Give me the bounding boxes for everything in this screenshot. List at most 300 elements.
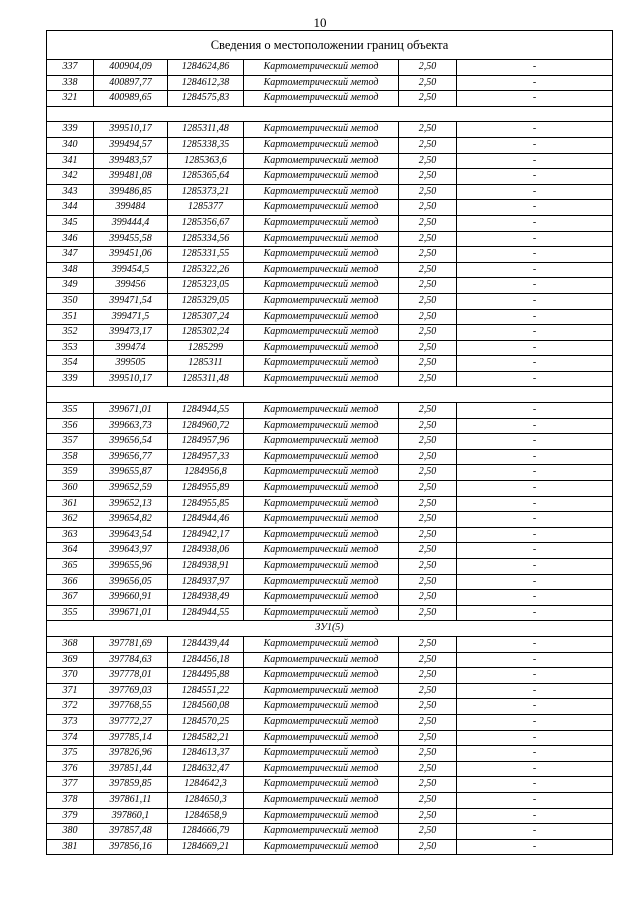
cell-accuracy: 2,50 (399, 247, 457, 263)
cell-accuracy: 2,50 (399, 746, 457, 762)
cell-coord-x: 399510,17 (94, 122, 168, 138)
cell-method: Картометрический метод (244, 449, 399, 465)
cell-accuracy: 2,50 (399, 75, 457, 91)
cell-point-number: 353 (47, 340, 94, 356)
cell-coord-x: 397860,1 (94, 808, 168, 824)
cell-coord-y: 1285307,24 (168, 309, 244, 325)
group-label (47, 106, 613, 122)
table-row (47, 356, 613, 372)
cell-note: - (457, 605, 613, 621)
cell-coord-y: 1284957,96 (168, 434, 244, 450)
cell-note: - (457, 434, 613, 450)
group-separator-row (47, 621, 613, 637)
cell-method: Картометрический метод (244, 481, 399, 497)
cell-accuracy: 2,50 (399, 60, 457, 76)
cell-note: - (457, 169, 613, 185)
cell-note: - (457, 325, 613, 341)
cell-method: Картометрический метод (244, 293, 399, 309)
page-number: 10 (313, 15, 327, 30)
cell-method: Картометрический метод (244, 309, 399, 325)
cell-point-number: 376 (47, 761, 94, 777)
cell-coord-y: 1285363,6 (168, 153, 244, 169)
cell-coord-y: 1284944,55 (168, 403, 244, 419)
cell-coord-x: 399471,54 (94, 293, 168, 309)
table-row (47, 527, 613, 543)
table-row (47, 652, 613, 668)
cell-coord-x: 400897,77 (94, 75, 168, 91)
cell-coord-y: 1285311 (168, 356, 244, 372)
cell-point-number: 375 (47, 746, 94, 762)
table-row (47, 730, 613, 746)
cell-note: - (457, 340, 613, 356)
cell-coord-y: 1285302,24 (168, 325, 244, 341)
cell-method: Картометрический метод (244, 231, 399, 247)
cell-coord-x: 399652,59 (94, 481, 168, 497)
cell-coord-x: 399483,57 (94, 153, 168, 169)
cell-coord-y: 1284937,97 (168, 574, 244, 590)
cell-point-number: 377 (47, 777, 94, 793)
cell-method: Картометрический метод (244, 122, 399, 138)
cell-method: Картометрический метод (244, 356, 399, 372)
cell-coord-y: 1285356,67 (168, 215, 244, 231)
cell-point-number: 380 (47, 824, 94, 840)
cell-coord-x: 399655,87 (94, 465, 168, 481)
cell-accuracy: 2,50 (399, 683, 457, 699)
cell-coord-x: 399656,77 (94, 449, 168, 465)
cell-coord-y: 1284944,55 (168, 605, 244, 621)
table-row (47, 449, 613, 465)
cell-note: - (457, 137, 613, 153)
table-row (47, 808, 613, 824)
cell-accuracy: 2,50 (399, 403, 457, 419)
cell-accuracy: 2,50 (399, 169, 457, 185)
cell-coord-x: 400904,09 (94, 60, 168, 76)
cell-coord-x: 399444,4 (94, 215, 168, 231)
cell-point-number: 362 (47, 512, 94, 528)
cell-coord-x: 397784,63 (94, 652, 168, 668)
cell-coord-x: 399505 (94, 356, 168, 372)
cell-method: Картометрический метод (244, 761, 399, 777)
cell-accuracy: 2,50 (399, 730, 457, 746)
cell-coord-y: 1285365,64 (168, 169, 244, 185)
cell-coord-y: 1284957,33 (168, 449, 244, 465)
cell-accuracy: 2,50 (399, 496, 457, 512)
cell-coord-y: 1285334,56 (168, 231, 244, 247)
cell-coord-y: 1284560,08 (168, 699, 244, 715)
cell-point-number: 355 (47, 403, 94, 419)
cell-note: - (457, 231, 613, 247)
cell-accuracy: 2,50 (399, 371, 457, 387)
cell-accuracy: 2,50 (399, 184, 457, 200)
cell-coord-y: 1284551,22 (168, 683, 244, 699)
cell-method: Картометрический метод (244, 434, 399, 450)
cell-coord-x: 399643,97 (94, 543, 168, 559)
cell-note: - (457, 122, 613, 138)
cell-coord-y: 1284612,38 (168, 75, 244, 91)
table-row (47, 262, 613, 278)
cell-method: Картометрический метод (244, 340, 399, 356)
table-row (47, 824, 613, 840)
cell-method: Картометрический метод (244, 824, 399, 840)
cell-point-number: 354 (47, 356, 94, 372)
cell-method: Картометрический метод (244, 512, 399, 528)
cell-coord-x: 399474 (94, 340, 168, 356)
cell-coord-x: 397859,85 (94, 777, 168, 793)
cell-method: Картометрический метод (244, 200, 399, 216)
cell-point-number: 346 (47, 231, 94, 247)
cell-coord-y: 1284938,06 (168, 543, 244, 559)
cell-coord-y: 1284955,89 (168, 481, 244, 497)
cell-accuracy: 2,50 (399, 605, 457, 621)
cell-note: - (457, 371, 613, 387)
cell-coord-y: 1284582,21 (168, 730, 244, 746)
cell-coord-x: 397856,16 (94, 839, 168, 855)
cell-point-number: 337 (47, 60, 94, 76)
cell-method: Картометрический метод (244, 730, 399, 746)
cell-coord-y: 1284942,17 (168, 527, 244, 543)
cell-method: Картометрический метод (244, 465, 399, 481)
cell-method: Картометрический метод (244, 652, 399, 668)
cell-accuracy: 2,50 (399, 91, 457, 107)
cell-coord-x: 399484 (94, 200, 168, 216)
cell-method: Картометрический метод (244, 496, 399, 512)
group-label (47, 387, 613, 403)
cell-coord-x: 399671,01 (94, 605, 168, 621)
cell-note: - (457, 153, 613, 169)
cell-coord-x: 399663,73 (94, 418, 168, 434)
cell-coord-x: 399486,85 (94, 184, 168, 200)
cell-coord-y: 1284624,86 (168, 60, 244, 76)
cell-method: Картометрический метод (244, 247, 399, 263)
cell-accuracy: 2,50 (399, 590, 457, 606)
group-separator-row (47, 387, 613, 403)
cell-note: - (457, 465, 613, 481)
cell-coord-y: 1284632,47 (168, 761, 244, 777)
cell-accuracy: 2,50 (399, 137, 457, 153)
cell-accuracy: 2,50 (399, 652, 457, 668)
cell-method: Картометрический метод (244, 605, 399, 621)
cell-method: Картометрический метод (244, 75, 399, 91)
cell-note: - (457, 730, 613, 746)
table-row (47, 512, 613, 528)
cell-accuracy: 2,50 (399, 527, 457, 543)
cell-coord-x: 399471,5 (94, 309, 168, 325)
cell-note: - (457, 746, 613, 762)
cell-note: - (457, 839, 613, 855)
table-row (47, 761, 613, 777)
table-row (47, 559, 613, 575)
cell-note: - (457, 543, 613, 559)
table-row (47, 699, 613, 715)
cell-coord-y: 1284938,91 (168, 559, 244, 575)
cell-method: Картометрический метод (244, 278, 399, 294)
cell-accuracy: 2,50 (399, 512, 457, 528)
cell-point-number: 360 (47, 481, 94, 497)
cell-method: Картометрический метод (244, 590, 399, 606)
cell-point-number: 356 (47, 418, 94, 434)
cell-coord-y: 1285373,21 (168, 184, 244, 200)
group-separator-row (47, 106, 613, 122)
table-row (47, 278, 613, 294)
cell-accuracy: 2,50 (399, 668, 457, 684)
cell-note: - (457, 356, 613, 372)
cell-method: Картометрический метод (244, 371, 399, 387)
cell-method: Картометрический метод (244, 714, 399, 730)
table-row (47, 636, 613, 652)
cell-method: Картометрический метод (244, 91, 399, 107)
cell-note: - (457, 714, 613, 730)
cell-point-number: 370 (47, 668, 94, 684)
cell-accuracy: 2,50 (399, 231, 457, 247)
cell-method: Картометрический метод (244, 839, 399, 855)
table-row (47, 481, 613, 497)
cell-coord-y: 1284495,88 (168, 668, 244, 684)
table-row (47, 574, 613, 590)
table-row (47, 325, 613, 341)
cell-note: - (457, 590, 613, 606)
cell-note: - (457, 527, 613, 543)
cell-method: Картометрический метод (244, 137, 399, 153)
cell-coord-x: 399455,58 (94, 231, 168, 247)
cell-point-number: 344 (47, 200, 94, 216)
cell-accuracy: 2,50 (399, 839, 457, 855)
cell-point-number: 367 (47, 590, 94, 606)
table-row (47, 605, 613, 621)
cell-accuracy: 2,50 (399, 200, 457, 216)
cell-coord-y: 1284960,72 (168, 418, 244, 434)
cell-point-number: 372 (47, 699, 94, 715)
table-row (47, 184, 613, 200)
table-row (47, 91, 613, 107)
cell-accuracy: 2,50 (399, 543, 457, 559)
cell-coord-x: 399660,91 (94, 590, 168, 606)
cell-note: - (457, 792, 613, 808)
cell-point-number: 357 (47, 434, 94, 450)
table-row (47, 137, 613, 153)
table-row (47, 792, 613, 808)
cell-coord-y: 1284570,25 (168, 714, 244, 730)
cell-point-number: 355 (47, 605, 94, 621)
cell-note: - (457, 215, 613, 231)
cell-coord-x: 397772,27 (94, 714, 168, 730)
cell-note: - (457, 496, 613, 512)
cell-coord-y: 1284938,49 (168, 590, 244, 606)
cell-accuracy: 2,50 (399, 340, 457, 356)
cell-method: Картометрический метод (244, 153, 399, 169)
cell-coord-x: 397768,55 (94, 699, 168, 715)
cell-accuracy: 2,50 (399, 309, 457, 325)
table-row (47, 153, 613, 169)
cell-point-number: 379 (47, 808, 94, 824)
cell-point-number: 369 (47, 652, 94, 668)
cell-note: - (457, 200, 613, 216)
cell-note: - (457, 309, 613, 325)
cell-point-number: 321 (47, 91, 94, 107)
cell-method: Картометрический метод (244, 574, 399, 590)
cell-note: - (457, 699, 613, 715)
cell-accuracy: 2,50 (399, 278, 457, 294)
cell-accuracy: 2,50 (399, 434, 457, 450)
cell-accuracy: 2,50 (399, 449, 457, 465)
cell-coord-y: 1285329,05 (168, 293, 244, 309)
table-row (47, 75, 613, 91)
cell-coord-x: 397826,96 (94, 746, 168, 762)
cell-point-number: 378 (47, 792, 94, 808)
cell-coord-x: 397851,44 (94, 761, 168, 777)
cell-coord-x: 397857,48 (94, 824, 168, 840)
table-row (47, 777, 613, 793)
table-row (47, 590, 613, 606)
table-row (47, 543, 613, 559)
table-row (47, 403, 613, 419)
cell-point-number: 338 (47, 75, 94, 91)
cell-coord-x: 399655,96 (94, 559, 168, 575)
cell-method: Картометрический метод (244, 683, 399, 699)
cell-accuracy: 2,50 (399, 122, 457, 138)
cell-method: Картометрический метод (244, 792, 399, 808)
cell-accuracy: 2,50 (399, 808, 457, 824)
cell-point-number: 359 (47, 465, 94, 481)
cell-accuracy: 2,50 (399, 699, 457, 715)
cell-accuracy: 2,50 (399, 777, 457, 793)
cell-accuracy: 2,50 (399, 824, 457, 840)
cell-point-number: 363 (47, 527, 94, 543)
cell-coord-x: 399510,17 (94, 371, 168, 387)
cell-point-number: 339 (47, 122, 94, 138)
cell-note: - (457, 449, 613, 465)
cell-method: Картометрический метод (244, 527, 399, 543)
cell-coord-y: 1285311,48 (168, 371, 244, 387)
cell-method: Картометрический метод (244, 668, 399, 684)
cell-accuracy: 2,50 (399, 293, 457, 309)
cell-accuracy: 2,50 (399, 559, 457, 575)
cell-accuracy: 2,50 (399, 636, 457, 652)
cell-coord-y: 1284956,8 (168, 465, 244, 481)
cell-coord-x: 399656,54 (94, 434, 168, 450)
boundary-table (46, 30, 613, 855)
table-row (47, 60, 613, 76)
cell-note: - (457, 75, 613, 91)
cell-coord-y: 1284944,46 (168, 512, 244, 528)
cell-note: - (457, 559, 613, 575)
cell-coord-y: 1285323,05 (168, 278, 244, 294)
cell-point-number: 348 (47, 262, 94, 278)
table-row (47, 169, 613, 185)
cell-point-number: 347 (47, 247, 94, 263)
table-header-row (47, 31, 613, 60)
cell-coord-y: 1284575,83 (168, 91, 244, 107)
cell-point-number: 358 (47, 449, 94, 465)
cell-method: Картометрический метод (244, 262, 399, 278)
cell-accuracy: 2,50 (399, 465, 457, 481)
cell-method: Картометрический метод (244, 184, 399, 200)
cell-method: Картометрический метод (244, 559, 399, 575)
table-row (47, 309, 613, 325)
cell-coord-x: 397769,03 (94, 683, 168, 699)
cell-coord-x: 399654,82 (94, 512, 168, 528)
cell-coord-x: 399451,06 (94, 247, 168, 263)
cell-note: - (457, 761, 613, 777)
cell-note: - (457, 184, 613, 200)
cell-accuracy: 2,50 (399, 481, 457, 497)
cell-coord-y: 1285322,26 (168, 262, 244, 278)
cell-point-number: 365 (47, 559, 94, 575)
table-row (47, 371, 613, 387)
cell-accuracy: 2,50 (399, 761, 457, 777)
cell-method: Картометрический метод (244, 403, 399, 419)
table-row (47, 122, 613, 138)
cell-method: Картометрический метод (244, 699, 399, 715)
cell-note: - (457, 683, 613, 699)
cell-coord-y: 1285377 (168, 200, 244, 216)
table-row (47, 200, 613, 216)
cell-method: Картометрический метод (244, 543, 399, 559)
cell-accuracy: 2,50 (399, 574, 457, 590)
cell-method: Картометрический метод (244, 325, 399, 341)
table-row (47, 714, 613, 730)
cell-note: - (457, 668, 613, 684)
cell-point-number: 371 (47, 683, 94, 699)
cell-coord-y: 1284669,21 (168, 839, 244, 855)
table-row (47, 839, 613, 855)
table-row (47, 418, 613, 434)
cell-accuracy: 2,50 (399, 262, 457, 278)
cell-coord-x: 399454,5 (94, 262, 168, 278)
cell-note: - (457, 652, 613, 668)
cell-point-number: 361 (47, 496, 94, 512)
cell-coord-x: 397781,69 (94, 636, 168, 652)
cell-coord-y: 1284650,3 (168, 792, 244, 808)
table-title: Сведения о местоположении границ объекта (47, 31, 613, 60)
cell-note: - (457, 60, 613, 76)
cell-coord-x: 399656,05 (94, 574, 168, 590)
cell-point-number: 352 (47, 325, 94, 341)
cell-note: - (457, 824, 613, 840)
cell-coord-y: 1284613,37 (168, 746, 244, 762)
cell-point-number: 349 (47, 278, 94, 294)
cell-accuracy: 2,50 (399, 215, 457, 231)
cell-note: - (457, 403, 613, 419)
cell-point-number: 340 (47, 137, 94, 153)
cell-point-number: 339 (47, 371, 94, 387)
cell-method: Картометрический метод (244, 215, 399, 231)
table-row (47, 293, 613, 309)
cell-point-number: 341 (47, 153, 94, 169)
cell-note: - (457, 777, 613, 793)
cell-note: - (457, 418, 613, 434)
cell-coord-y: 1284642,3 (168, 777, 244, 793)
cell-coord-x: 399473,17 (94, 325, 168, 341)
cell-point-number: 368 (47, 636, 94, 652)
cell-accuracy: 2,50 (399, 356, 457, 372)
cell-coord-x: 399643,54 (94, 527, 168, 543)
cell-coord-x: 399481,08 (94, 169, 168, 185)
cell-coord-y: 1284456,18 (168, 652, 244, 668)
cell-point-number: 373 (47, 714, 94, 730)
cell-note: - (457, 574, 613, 590)
cell-coord-x: 397778,01 (94, 668, 168, 684)
table-row (47, 668, 613, 684)
table-row (47, 231, 613, 247)
cell-note: - (457, 808, 613, 824)
table-row (47, 340, 613, 356)
cell-point-number: 366 (47, 574, 94, 590)
cell-coord-y: 1284666,79 (168, 824, 244, 840)
cell-coord-x: 399456 (94, 278, 168, 294)
cell-note: - (457, 278, 613, 294)
cell-coord-y: 1284658,9 (168, 808, 244, 824)
cell-coord-y: 1285311,48 (168, 122, 244, 138)
